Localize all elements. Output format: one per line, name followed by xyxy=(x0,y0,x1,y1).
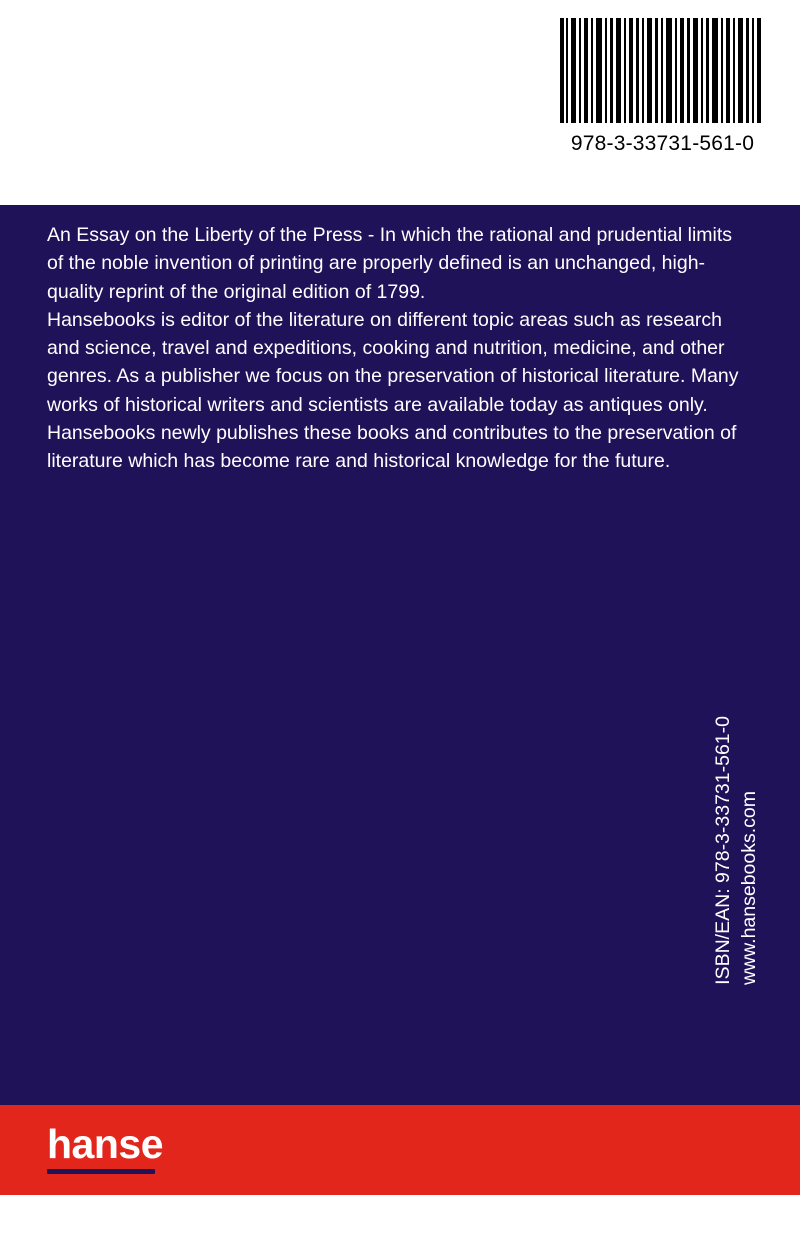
publisher-footer xyxy=(0,1105,800,1195)
barcode-isbn-number: 978-3-33731-561-0 xyxy=(570,132,755,155)
website-line: www.hansebooks.com xyxy=(738,790,760,985)
blurb-text xyxy=(47,221,747,476)
navy-panel xyxy=(0,205,800,1105)
blurb-paragraph-2: Hansebooks is editor of the literature on different topic areas such as research and science, travel and expeditions, cooking and nutrition, medicine, and other genres. As a publisher we focus on the preservation of historical literature. Many works of historical writers and scientists are available today as antiques only. Hansebooks newly publishes these books and contributes to the preservation of literature which has become rare and historical knowledge for the future. xyxy=(47,308,739,473)
publisher-logo-text: hanse xyxy=(47,1121,163,1167)
barcode-block xyxy=(560,18,765,163)
isbn-ean-line: ISBN/EAN: 978-3-33731-561-0 xyxy=(712,716,734,985)
bottom-white-strip xyxy=(0,1195,800,1236)
publisher-logo-underline xyxy=(47,1169,155,1174)
blurb-paragraph-1: An Essay on the Liberty of the Press - In which the rational and prudential limits of the noble invention of printing are properly defined is an unchanged, high-quality reprint of the original edition of 1799. xyxy=(47,224,733,303)
spine-info xyxy=(710,655,762,985)
barcode-icon xyxy=(560,18,765,123)
barcode-area xyxy=(0,0,800,205)
publisher-logo xyxy=(47,1122,163,1174)
